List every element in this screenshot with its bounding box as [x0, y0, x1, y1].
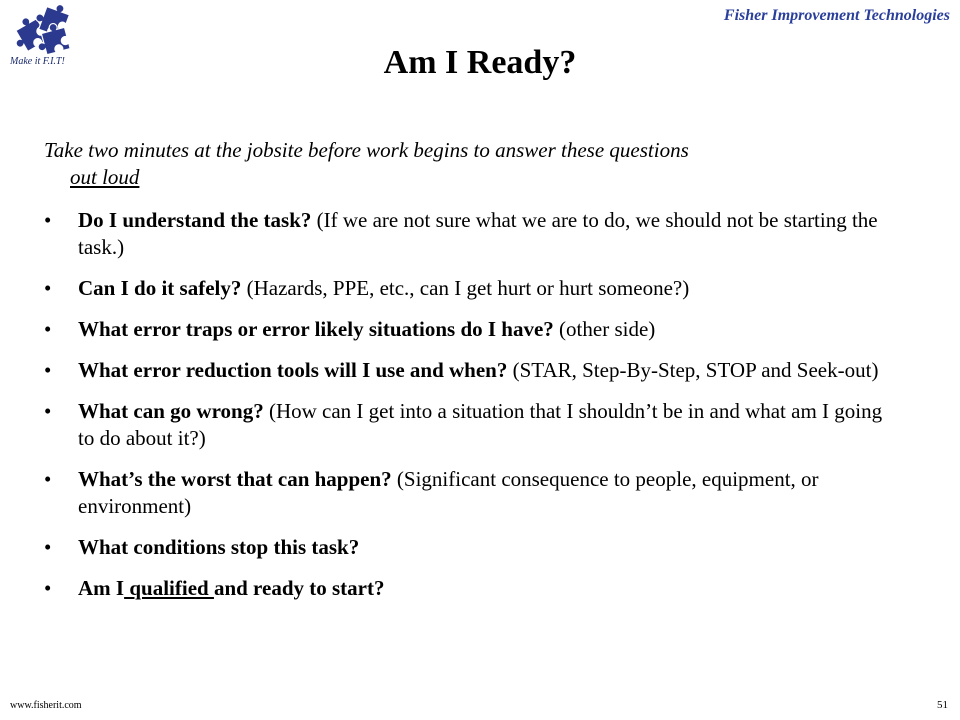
question-list: [44, 207, 894, 616]
last-item-post: and ready to start?: [213, 576, 385, 600]
company-name: Fisher Improvement Technologies: [723, 7, 950, 24]
footer-url: www.fisherit.com: [10, 700, 82, 711]
intro-sentence: Take two minutes at the jobsite before work begins to answer these questions: [44, 138, 689, 162]
list-item: [44, 575, 894, 602]
bullet-icon: •: [44, 535, 52, 559]
item-note: (How can I get into a situation that I shouldn’t be in and what am I going to do about it?): [78, 399, 883, 450]
intro-text: [44, 137, 894, 191]
bullet-icon: •: [44, 358, 52, 382]
list-item: [44, 357, 894, 384]
item-question: What conditions stop this task?: [78, 535, 360, 559]
list-item: [44, 398, 894, 452]
item-question: What error reduction tools will I use and when?: [78, 358, 508, 382]
last-item-underlined: qualified: [124, 576, 214, 600]
item-question: What error traps or error likely situations do I have?: [78, 317, 554, 341]
item-note: (Hazards, PPE, etc., can I get hurt or hurt someone?): [241, 276, 690, 300]
slide-title: Am I Ready?: [383, 44, 577, 81]
item-question: Do I understand the task?: [78, 208, 312, 232]
bullet-icon: •: [44, 576, 52, 600]
item-note: (Significant consequence to people, equipment, or environment): [78, 467, 819, 518]
logo-tagline: Make it F.I.T!: [10, 56, 65, 67]
item-question-last: [78, 576, 384, 600]
bullet-icon: •: [44, 208, 52, 232]
bullet-icon: •: [44, 276, 52, 300]
item-note: (STAR, Step-By-Step, STOP and Seek-out): [507, 358, 879, 382]
page-number: 51: [937, 699, 948, 711]
list-item: [44, 534, 894, 561]
item-question: What can go wrong?: [78, 399, 264, 423]
last-item-pre: Am I: [78, 576, 125, 600]
bullet-icon: •: [44, 467, 52, 491]
item-note: (If we are not sure what we are to do, we should not be starting the task.): [78, 208, 878, 259]
list-item: [44, 275, 894, 302]
intro-emphasis: out loud: [70, 165, 140, 189]
item-question: What’s the worst that can happen?: [78, 467, 392, 491]
list-item: [44, 466, 894, 520]
list-item: [44, 207, 894, 261]
bullet-icon: •: [44, 317, 52, 341]
item-note: (other side): [553, 317, 656, 341]
list-item: [44, 316, 894, 343]
item-question: Can I do it safely?: [78, 276, 242, 300]
bullet-icon: •: [44, 399, 52, 423]
